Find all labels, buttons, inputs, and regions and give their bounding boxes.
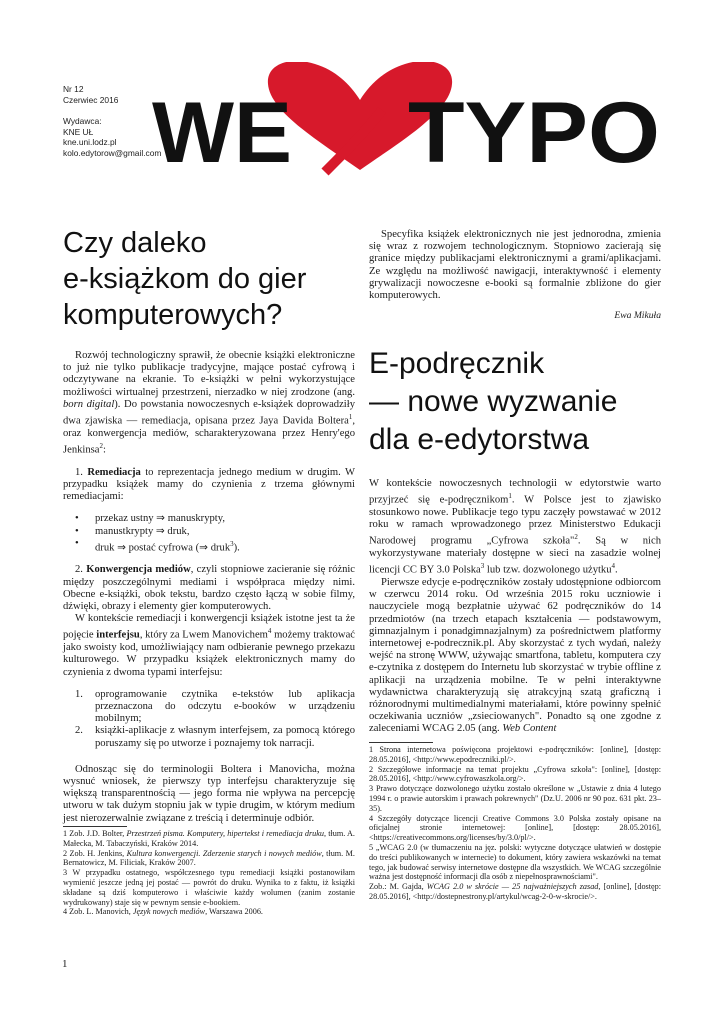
article2-intro: W kontekście nowoczesnych technologii w edytorstwie warto przyjrzeć się e-podręcznikom$^1$. W Polsce jest to zjawisko stosunkowo nowe. Publikacje tego typu zaczęły powstawać w 2012 roku w ramach wprowadzonego przez Ministerstwo Edukacji Narodowej programu „Cyfrowa szkoła"$^2$. Są w nich wykorzystywane materiały dostępne w sieci na zasadzie wolnej licencji CC BY 3.0 Polska$^3$ lub tzw. dozwolonego użytku$^4$. [369, 478, 661, 576]
article1-footnotes [63, 829, 355, 917]
list-item: 2. książki-aplikacje z własnym interfejsem, za pomocą którego poruszamy się po utworze i poznajemy tok narracji. [75, 725, 355, 749]
article1-body [63, 350, 355, 825]
publisher-website: kne.uni.lodz.pl [63, 137, 117, 148]
footnote: 4 Zob. L. Manovich, Język nowych mediów, Warszawa 2006. [63, 907, 263, 917]
article1-intro: Rozwój technologiczny sprawił, że obecnie książki elektroniczne to już nie tylko publikacje tradycyjne, mające postać cyfrową i odczytywane na ekranie. To e-książki w pełni wykorzystujące możliwości wirtualnej przestrzeni, nierzadko w niej zrodzone (ang. born digital). Do powstania nowoczesnych e-książek doprowadziły dwa zjawiska — remediacja, opisana przez Jaya Davida Boltera$^1$, oraz konwergencja mediów, scharakteryzowana przez Henry'ego Jenkinsa$^2$: [63, 350, 355, 456]
interface-list [63, 689, 355, 750]
page-number: 1 [62, 958, 68, 970]
footnote: 2 Zob. H. Jenkins, Kultura konwergencji. Zderzenie starych i nowych mediów, tłum. M. Bernatowicz, M. Filiciak, Kraków 2007. [63, 848, 355, 868]
list-item: • druk ⇒ postać cyfrowa (⇒ druk$^3$). [63, 538, 355, 555]
list-item: • manustkrypty ⇒ druk, [63, 526, 355, 538]
publisher-name: KNE UŁ [63, 126, 94, 137]
author-signature: Ewa Mikuła [614, 310, 661, 322]
list-item: • przekaz ustny ⇒ manuskrypty, [63, 513, 355, 525]
footnote-divider [63, 826, 127, 827]
article1-interface: W kontekście remediacji i konwergencji książek istotne jest ta że pojęcie interfejsu, który za Lwem Manovichem$^4$ możemy traktować jako swoisty kod, umożliwiający nam odbieranie pewnego przekazu kulturowego. W przypadku książek elektronicznych mamy do czynienia z dwoma typami interfejsu: [63, 613, 355, 678]
article1-convergence: 2. Konwergencja mediów, czyli stopniowe zacieranie się różnic między poszczególnymi mediami i współpraca między nimi. Obecne e-książki, obok tekstu, bardzo często łączą w sobie filmy, dźwięki, obrazy i elementy gier komputerowych. [63, 564, 356, 613]
footnote: 4 Szczegóły dotyczące licencji Creative Commons 3.0 Polska zostały opisane na oficjalnej stronie internetowej: [online], [dostęp: 28.05.2016], <https://creativecommons.org/licenses/by/3.0/pl/>. [369, 813, 661, 843]
article2-title: E-podręcznik — nowe wyzwanie dla e-edytorstwa [369, 347, 618, 456]
publisher-email: kolo.edytorow@gmail.com [63, 147, 162, 158]
article2-footnotes [369, 745, 661, 902]
remediation-list [63, 513, 355, 554]
article1-continuation: Specyfika książek elektronicznych nie jest jednorodna, zmienia się wraz z rozwojem technologicznym. Stopniowo zacierają się granice między publikacjami elektronicznymi a grami/aplikacjami. Ze względu na możliwość nawigacji, interaktywność i elementy grywalizacji nowoczesne e-booki są formalnie zbliżone do gier komputerowych. Ewa Mikuła [369, 229, 661, 322]
article2-platform: Pierwsze edycje e-podręczników zostały udostępnione odbiorcom w czerwcu 2014 roku. Od września 2015 roku uczniowie i nauczyciele mogą bezpłatnie używać 62 podręczników do 14 przedmiotów (na trzech etapach kształcenia — podstawowym, gimnazjalnym i ponadgimnazjalnym) za pośrednictwem platformy internetowej e-podrecznik.pl. Aby skorzystać z tych wydań, należy wejść na stronę WWW, używając smartfona, tabletu, komputera czy e-czytnika z dostępem do Internetu lub skorzystać w trybie offline z aplikacji na urządzenia mobilne. Te w pełni interaktywne wydawnictwa charakteryzują się atrakcyjną szatą graficzną i różnorodnymi multimedialnymi materiałami, które powinny spełnić oczekiwania uczniów „zsieciowanych". Ponadto są one zgodne z zaleceniami WCAG 2.05 (ang. Web Content [369, 577, 661, 735]
article1-title: Czy daleko e-książkom do gier komputerowych? [63, 227, 307, 331]
footnote: Zob.: M. Gajda, WCAG 2.0 w skrócie — 25 najważniejszych zasad, [online], [dostęp: 28.05.2016], <http://dostepnestrony.pl/artykul/wcag-2-0-w-skrocie/>. [369, 882, 662, 901]
issue-number: Nr 12 [63, 84, 84, 94]
masthead-word-left: WE [152, 85, 292, 178]
footnote: 3 W przypadku ostatnego, współczesnego typu remediacji książki postanowiłam wymienić jeszcze jedną jej postać — powrót do druku. Wynika to z faktu, iż książki składane są dziś komputerowo i właściwie każdy wolumen (zanim zostanie wydrukowany) staje się w pewnym sensie e-bookiem. [63, 868, 355, 907]
masthead-logo [150, 62, 662, 178]
footnote: 5 „WCAG 2.0 (w tłumaczeniu na jęz. polski: wytyczne dotyczące ułatwień w dostępie do treści publikowanych w internecie) to dokument, który zawiera wskazówki na temat tego, jak budować serwisy internetowe dostępne dla wszystkich. We WCAG szczególnie ważna jest dostępność informacji dla osób z niepełnosprawnościami". [369, 842, 661, 882]
masthead-word-right: TYPO [408, 85, 660, 178]
list-item: 1. oprogramowanie czytnika e-tekstów lub aplikacja przeznaczona do odczytu e-booków w urządzeniu mobilnym; [75, 688, 355, 725]
footnote: 1 Strona internetowa poświęcona projektowi e-podręczników: [online], [dostęp: 28.05.2016], <http://www.epodreczniki.pl/>. [369, 745, 661, 764]
footnote: 3 Prawo dotyczące dozwolonego użytku zostało określone w „Ustawie z dnia 4 lutego 1994 r. o prawie autorskim i prawach pokrewnych" (Dz.U. 2006 nr 90 poz. 631 pkt. 23–35). [369, 784, 661, 813]
article1-remediation: 1. Remediacja to reprezentacja jednego medium w drugim. W przypadku książek mamy do czynienia z trzema głównymi remediacjami: [63, 466, 355, 503]
issue-date: Czerwiec 2016 [63, 94, 119, 105]
article1-conclusion: Odnosząc się do terminologii Boltera i Manovicha, można wysnuć wniosek, że pierwszy typ interfejsu charakteryzuje się większą transparentnością — jego forma nie wpływa na percepcję utworu w tak dużym stopniu jak w typie drugim, w którym medium jest nierozerwalnie związane z treścią i determinuje odbiór. [63, 763, 355, 824]
footnote-divider [369, 742, 433, 743]
footnote: 1 Zob. J.D. Bolter, Przestrzeń pisma. Komputery, hipertekst i remediacja druku, tłum. A. Małecka, M. Tabaczyński, Kraków 2014. [63, 829, 355, 848]
masthead-graphic [150, 62, 662, 178]
article2-body [369, 478, 661, 736]
publisher-label: Wydawca: [63, 116, 102, 127]
footnote: 2 Szczegółowe informacje na temat projektu „Cyfrowa szkoła": [online], [dostęp: 28.05.2016], <http://www.cyfrowaszkola.org/>. [369, 764, 661, 784]
